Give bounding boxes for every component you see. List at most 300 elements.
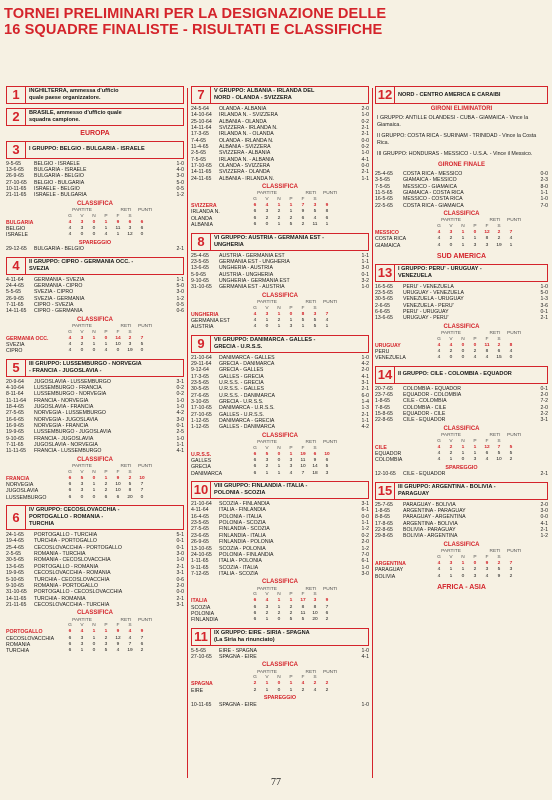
- match-score: 2-1: [540, 471, 548, 478]
- match-date: 9-10-65: [6, 435, 24, 442]
- stat-cell: 6: [140, 225, 144, 231]
- match-teams: URUGUAY - VENEZUELA: [403, 289, 464, 296]
- stat-cell: 19: [496, 242, 502, 248]
- group-summary: III GRUPPO: HONDURAS - MESSICO - U.S.A. - Vince il Messico.: [377, 150, 533, 157]
- stat-cell: 1: [277, 598, 281, 604]
- header-punti: PUNTI: [138, 464, 153, 470]
- match-date: 27-6-65: [191, 392, 209, 399]
- match-score: 1-1: [361, 252, 369, 259]
- header-col: N: [461, 224, 465, 230]
- match-teams: GERMANIA - CIPRO: [34, 282, 83, 289]
- region-label: SUD AMERICA: [436, 253, 487, 261]
- stat-cell: 8: [313, 604, 317, 610]
- stat-cell: 4: [289, 470, 293, 476]
- match-teams: ISRAELE - BULGARIA: [34, 192, 87, 199]
- stat-cell: 1: [461, 567, 465, 573]
- stat-cell: 5: [313, 317, 317, 323]
- stat-cell: 9: [325, 598, 329, 604]
- stat-cell: 3: [325, 470, 329, 476]
- match-date: 21-11-65: [6, 601, 27, 608]
- match-date: 5-5-65: [191, 647, 206, 654]
- group-section: [191, 335, 369, 478]
- match-score: 6-0: [361, 392, 369, 399]
- match-teams: SPAGNA - EIRE: [219, 653, 257, 660]
- stat-cell: 6: [313, 451, 317, 457]
- match-date: 13-6-65: [191, 265, 209, 272]
- stat-cell: 4: [509, 349, 513, 355]
- stat-cell: 4: [437, 560, 441, 566]
- match-teams: FINLANDIA - POLONIA: [219, 539, 274, 546]
- stat-cell: 1: [92, 335, 96, 341]
- match-score: 3-1: [176, 601, 184, 608]
- standings-title: CLASSIFICA: [77, 316, 113, 323]
- stat-cell: 1: [80, 648, 84, 654]
- match-score: 0-2: [361, 118, 369, 125]
- stat-cell: 1: [92, 629, 96, 635]
- header-reti: RETI: [120, 464, 132, 470]
- standings-row: [375, 355, 548, 361]
- stat-cell: 9: [301, 209, 305, 215]
- match-score: 7-0: [540, 202, 548, 209]
- stat-cell: 4: [68, 225, 72, 231]
- match-date: 5-9-65: [191, 271, 206, 278]
- header-col: N: [92, 469, 96, 475]
- header-col: V: [265, 445, 269, 451]
- header-reti: RETI: [305, 299, 317, 305]
- standings-row: [6, 648, 184, 654]
- stat-cell: 6: [497, 349, 501, 355]
- stat-cell: 5: [104, 648, 108, 654]
- match-score: 8-0: [540, 183, 548, 190]
- header-col: F: [485, 554, 489, 560]
- header-col: S: [313, 592, 317, 598]
- stat-cell: 0: [80, 348, 84, 354]
- match-list: [375, 284, 548, 322]
- match-date: 21-11-65: [6, 192, 27, 199]
- group-title: [26, 87, 183, 103]
- stat-cell: 4: [104, 348, 108, 354]
- stat-cell: 3: [449, 560, 453, 566]
- team-name: CILE: [375, 444, 387, 451]
- header-col: F: [116, 623, 120, 629]
- stat-cell: 2: [301, 222, 305, 228]
- header-col: F: [485, 438, 489, 444]
- team-name: BULGARIA: [6, 219, 34, 226]
- stat-cell: 12: [115, 635, 121, 641]
- match-teams: IRLANDA N. - SVIZZERA: [219, 112, 278, 119]
- match-teams: JUGOSLAVIA - LUSSEMBURGO: [34, 378, 111, 385]
- match-date: 19-4-65: [6, 538, 24, 545]
- group-section: [375, 86, 548, 249]
- stat-cell: 10: [496, 457, 502, 463]
- subsection-title: GIRONE FINALE: [437, 161, 485, 168]
- match-teams: DANIMARCA - U.R.S.S.: [219, 405, 275, 412]
- stat-cell: 6: [325, 215, 329, 221]
- team-name: SCOZIA: [191, 604, 211, 611]
- match-date: 5-5-65: [6, 289, 21, 296]
- match-teams: GRECIA - GALLES: [219, 367, 264, 374]
- match-date: 1-11-65: [191, 558, 209, 565]
- header-punti: PUNTI: [138, 617, 153, 623]
- match-teams: NORVEGIA - LUSSEMBURGO: [34, 410, 106, 417]
- match-teams: COLOMBIA - EQUADOR: [403, 385, 461, 392]
- match-score: 4-1: [540, 520, 548, 527]
- match-score: 5-1: [176, 532, 184, 539]
- header-partite: PARTITE: [257, 299, 277, 305]
- stat-cell: 3: [265, 458, 269, 464]
- group-header: [191, 233, 369, 251]
- stat-cell: 4: [485, 573, 489, 579]
- team-name: CECOSLOVACCHIA: [6, 635, 55, 642]
- match-teams: BULGARIA - BELGIO: [34, 246, 84, 253]
- match-teams: BULGARIA - BELGIO: [34, 173, 84, 180]
- standings-title: CLASSIFICA: [262, 432, 298, 439]
- match-score: 0-6: [176, 576, 184, 583]
- match-date: 14-11-64: [191, 125, 212, 132]
- stat-cell: 5: [313, 324, 317, 330]
- match-score: 0-6: [176, 308, 184, 315]
- match-score: 3-0: [176, 289, 184, 296]
- stat-cell: 6: [68, 475, 72, 481]
- playoff-row: [375, 471, 548, 477]
- match-date: 30-5-65: [191, 386, 209, 393]
- stat-cell: 2: [325, 681, 329, 687]
- stat-cell: 2: [253, 681, 257, 687]
- group-number: 5: [7, 360, 26, 376]
- group-title-line: squadra campione.: [29, 117, 80, 123]
- stat-cell: 5: [509, 451, 513, 457]
- team-name: JUGOSLAVIA: [6, 488, 39, 495]
- header-col: P: [473, 336, 477, 342]
- stat-cell: 7: [497, 444, 501, 450]
- match-date: 24-10-65: [191, 551, 212, 558]
- standings-title: CLASSIFICA: [443, 425, 480, 432]
- match-score: 3-0: [176, 551, 184, 558]
- match-list: [6, 532, 184, 608]
- match-teams: SVEZIA - CIPRO: [34, 289, 74, 296]
- match-list: [191, 106, 369, 182]
- match-score: 2-1: [176, 563, 184, 570]
- match-teams: UNGHERIA - GERMANIA EST: [219, 277, 290, 284]
- team-name: NORVEGIA: [6, 482, 34, 489]
- match-date: 23-5-65: [191, 379, 209, 386]
- stat-cell: 19: [127, 348, 133, 354]
- match-teams: LUSSEMBURGO - NORVEGIA: [34, 391, 107, 398]
- match-teams: CECOSLOVACCHIA - PORTOGALLO: [34, 544, 122, 551]
- match-date: 13-6-65: [6, 563, 24, 570]
- stat-cell: 1: [104, 341, 108, 347]
- stat-cell: 1: [277, 464, 281, 470]
- standings-title: CLASSIFICA: [443, 541, 480, 548]
- match-score: 3-1: [540, 417, 548, 424]
- stat-cell: 7: [325, 604, 329, 610]
- header-col: G: [253, 305, 257, 311]
- group-title-line: quale paese organizzatore.: [29, 95, 101, 101]
- match-list: [191, 648, 369, 661]
- stat-cell: 1: [92, 482, 96, 488]
- stat-cell: 4: [437, 236, 441, 242]
- group-title-line: VI GRUPPO: AUSTRIA - GERMANIA EST -: [214, 234, 325, 241]
- group-title-line: PARAGUAY: [398, 490, 430, 497]
- match-score: 3-0: [361, 570, 369, 577]
- header-col: S: [128, 623, 132, 629]
- match-teams: SVIZZERA - ALBANIA: [219, 150, 271, 157]
- match-score: 3-1: [361, 501, 369, 508]
- stat-cell: 8: [301, 311, 305, 317]
- team-name: GERMANIA OCC.: [6, 335, 49, 342]
- stat-cell: 0: [104, 335, 108, 341]
- stat-cell: 1: [461, 242, 465, 248]
- stat-cell: 3: [509, 567, 513, 573]
- match-date: 23-5-65: [375, 289, 393, 296]
- group-title-line: - FRANCIA - JUGOSLAVIA -: [29, 367, 102, 374]
- header-col: V: [80, 469, 84, 475]
- stat-cell: 4: [437, 342, 441, 348]
- match-date: 17-10-65: [191, 405, 212, 412]
- match-score: 1-1: [361, 175, 369, 182]
- stat-cell: 5: [140, 341, 144, 347]
- match-date: 7-8-65: [375, 404, 390, 411]
- match-teams: GALLES - GRECIA: [219, 373, 264, 380]
- header-col: F: [301, 592, 305, 598]
- stat-cell: 4: [437, 355, 441, 361]
- group-header: [375, 366, 548, 384]
- match-teams: GIAMAICA - COSTA RICA: [403, 190, 464, 197]
- stat-cell: 3: [313, 311, 317, 317]
- match-row: [191, 176, 369, 182]
- header-col: V: [449, 554, 453, 560]
- group-section: [191, 86, 369, 229]
- match-score: 0-0: [540, 171, 548, 177]
- match-teams: ITALIA - POLONIA: [219, 558, 262, 565]
- match-teams: U.R.S.S. - GALLES: [219, 386, 264, 393]
- stat-cell: 6: [68, 629, 72, 635]
- stat-cell: 2: [497, 342, 501, 348]
- match-score: 2-3: [540, 177, 548, 184]
- stat-cell: 9: [313, 458, 317, 464]
- stat-cell: 4: [265, 598, 269, 604]
- standings-row: [375, 457, 548, 463]
- stat-cell: 3: [104, 641, 108, 647]
- match-score: 3-0: [176, 416, 184, 423]
- match-date: 23-7-65: [375, 392, 393, 399]
- stat-cell: 3: [289, 464, 293, 470]
- stat-cell: 4: [104, 232, 108, 238]
- match-date: 25-4-65: [191, 252, 209, 259]
- match-teams: ALBANIA - IRLANDA N.: [219, 175, 275, 182]
- header-reti: RETI: [305, 440, 317, 446]
- match-score: 4-0: [176, 166, 184, 173]
- match-date: 15-8-65: [375, 411, 393, 418]
- stat-cell: 1: [449, 573, 453, 579]
- stat-cell: 1: [265, 470, 269, 476]
- match-date: 9-12-64: [191, 367, 209, 374]
- stat-cell: 4: [253, 311, 257, 317]
- stat-cell: 12: [484, 444, 490, 450]
- stat-cell: 3: [80, 482, 84, 488]
- match-teams: ISRAELE - BELGIO: [34, 185, 80, 192]
- header-col: V: [80, 329, 84, 335]
- stat-cell: 5: [313, 209, 317, 215]
- group-number: 15: [376, 483, 395, 499]
- group-section: [6, 257, 184, 355]
- group-title: [26, 109, 183, 125]
- stat-cell: 1: [289, 451, 293, 457]
- header-partite: PARTITE: [257, 586, 277, 592]
- match-score: 0-1: [176, 538, 184, 545]
- region-label: AFRICA - ASIA: [437, 583, 486, 591]
- stat-cell: 2: [104, 488, 108, 494]
- stat-cell: 10: [324, 451, 330, 457]
- team-name: ISRAELE: [6, 232, 28, 239]
- stat-cell: 2: [289, 215, 293, 221]
- match-score: 2-0: [361, 539, 369, 546]
- stat-cell: 2: [277, 209, 281, 215]
- stat-cell: 1: [277, 222, 281, 228]
- stat-cell: 3: [80, 488, 84, 494]
- stat-cell: 5: [301, 317, 305, 323]
- match-teams: GALLES - U.R.S.S.: [219, 411, 264, 418]
- header-reti: RETI: [489, 433, 501, 439]
- team-name: EQUADOR: [375, 451, 402, 458]
- stat-cell: 4: [265, 203, 269, 209]
- stat-cell: 1: [289, 598, 293, 604]
- match-list: [375, 386, 548, 424]
- header-partite: PARTITE: [257, 440, 277, 446]
- team-name: BELGIO: [6, 225, 26, 232]
- stat-cell: 6: [68, 482, 72, 488]
- stat-cell: 5: [497, 567, 501, 573]
- match-score: 1-1: [176, 276, 184, 283]
- header-partite: PARTITE: [441, 549, 461, 555]
- stat-cell: 9: [485, 560, 489, 566]
- stat-cell: 6: [485, 451, 489, 457]
- header-col: G: [253, 675, 257, 681]
- header-punti: PUNTI: [323, 191, 338, 197]
- match-date: 16-6-65: [6, 416, 24, 423]
- group-section: [375, 366, 548, 478]
- group-number: 4: [7, 258, 26, 274]
- stat-cell: 4: [437, 242, 441, 248]
- stat-cell: 2: [265, 610, 269, 616]
- group-section: [191, 481, 369, 624]
- match-teams: IRLANDA N. - OLANDA: [219, 131, 274, 138]
- match-score: 2-1: [176, 595, 184, 602]
- match-teams: POLONIA - FINLANDIA: [219, 551, 274, 558]
- group-header: [191, 628, 369, 646]
- match-teams: ALBANIA - OLANDA: [219, 118, 267, 125]
- team-name: VENEZUELA: [375, 355, 406, 362]
- stat-cell: 3: [265, 209, 269, 215]
- match-score: 1-1: [361, 418, 369, 425]
- match-score: 2-1: [540, 527, 548, 534]
- standings-row: [375, 243, 548, 249]
- match-teams: LUSSEMBURGO - JUGOSLAVIA: [34, 429, 112, 436]
- match-score: 2-1: [176, 246, 184, 253]
- group-header: [191, 335, 369, 353]
- stat-cell: 7: [301, 470, 305, 476]
- header-col: N: [277, 305, 281, 311]
- header-col: V: [265, 197, 269, 203]
- match-date: 1-12-65: [191, 424, 209, 431]
- stat-cell: 10: [115, 341, 121, 347]
- standings-row: [375, 574, 548, 580]
- group-title: [211, 87, 368, 103]
- group-number: 1: [7, 87, 26, 103]
- match-date: 9-10-65: [6, 582, 24, 589]
- match-teams: PORTOGALLO - ROMANIA: [34, 563, 99, 570]
- stat-cell: 4: [473, 355, 477, 361]
- match-date: 9-10-65: [191, 277, 209, 284]
- match-teams: VENEZUELA - URUGUAY: [403, 296, 464, 303]
- stat-cell: 4: [80, 629, 84, 635]
- stat-cell: 6: [68, 494, 72, 500]
- stat-cell: 1: [473, 444, 477, 450]
- standings-row: [191, 222, 369, 228]
- group-section: [6, 505, 184, 654]
- stat-cell: 7: [128, 641, 132, 647]
- stat-cell: 1: [277, 311, 281, 317]
- stat-cell: 5: [325, 464, 329, 470]
- stat-cell: 11: [484, 342, 490, 348]
- stat-cell: 4: [437, 349, 441, 355]
- header-partite: PARTITE: [72, 323, 92, 329]
- stat-cell: 1: [104, 225, 108, 231]
- match-teams: NORVEGIA - JUGOSLAVIA: [34, 416, 98, 423]
- stat-cell: 4: [68, 341, 72, 347]
- match-score: 1-0: [540, 283, 548, 290]
- header-col: G: [68, 213, 72, 219]
- group-number: 6: [7, 506, 26, 529]
- stat-cell: 1: [461, 560, 465, 566]
- match-row: [375, 533, 548, 539]
- stat-cell: 1: [116, 232, 120, 238]
- stat-cell: 2: [449, 451, 453, 457]
- header-col: N: [277, 592, 281, 598]
- match-score: 1-3: [540, 296, 548, 303]
- stat-cell: 6: [253, 222, 257, 228]
- header-punti: PUNTI: [323, 440, 338, 446]
- header-punti: PUNTI: [507, 331, 522, 336]
- header-col: P: [473, 554, 477, 560]
- team-name: PORTOGALLO: [6, 629, 43, 636]
- stat-cell: 6: [253, 604, 257, 610]
- match-score: 4-1: [361, 373, 369, 380]
- group-header: [375, 86, 548, 104]
- match-teams: FRANCIA - NORVEGIA: [34, 397, 89, 404]
- stat-cell: 6: [253, 209, 257, 215]
- match-score: 3-1: [176, 570, 184, 577]
- stat-cell: 0: [92, 232, 96, 238]
- group-header: [191, 86, 369, 104]
- team-name: SPAGNA: [191, 681, 213, 688]
- column-right: [375, 86, 548, 778]
- stat-cell: 6: [301, 215, 305, 221]
- match-teams: SVIZZERA - OLANDA: [219, 169, 271, 176]
- match-teams: CILE - EQUADOR: [403, 471, 446, 478]
- group-title-line: INGHILTERRA, ammessa d'ufficio: [29, 88, 119, 95]
- match-teams: ROMANIA - PORTOGALLO: [34, 582, 99, 589]
- stat-cell: 4: [68, 232, 72, 238]
- stat-cell: 6: [253, 451, 257, 457]
- match-score: 2-1: [361, 125, 369, 132]
- match-date: 27-10-65: [191, 411, 212, 418]
- match-teams: BOLIVIA - ARGENTINA: [403, 533, 458, 540]
- match-date: 13-6-65: [6, 166, 24, 173]
- match-teams: PARAGUAY - ARGENTINA: [403, 514, 466, 521]
- stat-cell: 0: [92, 348, 96, 354]
- match-score: 4-2: [176, 410, 184, 417]
